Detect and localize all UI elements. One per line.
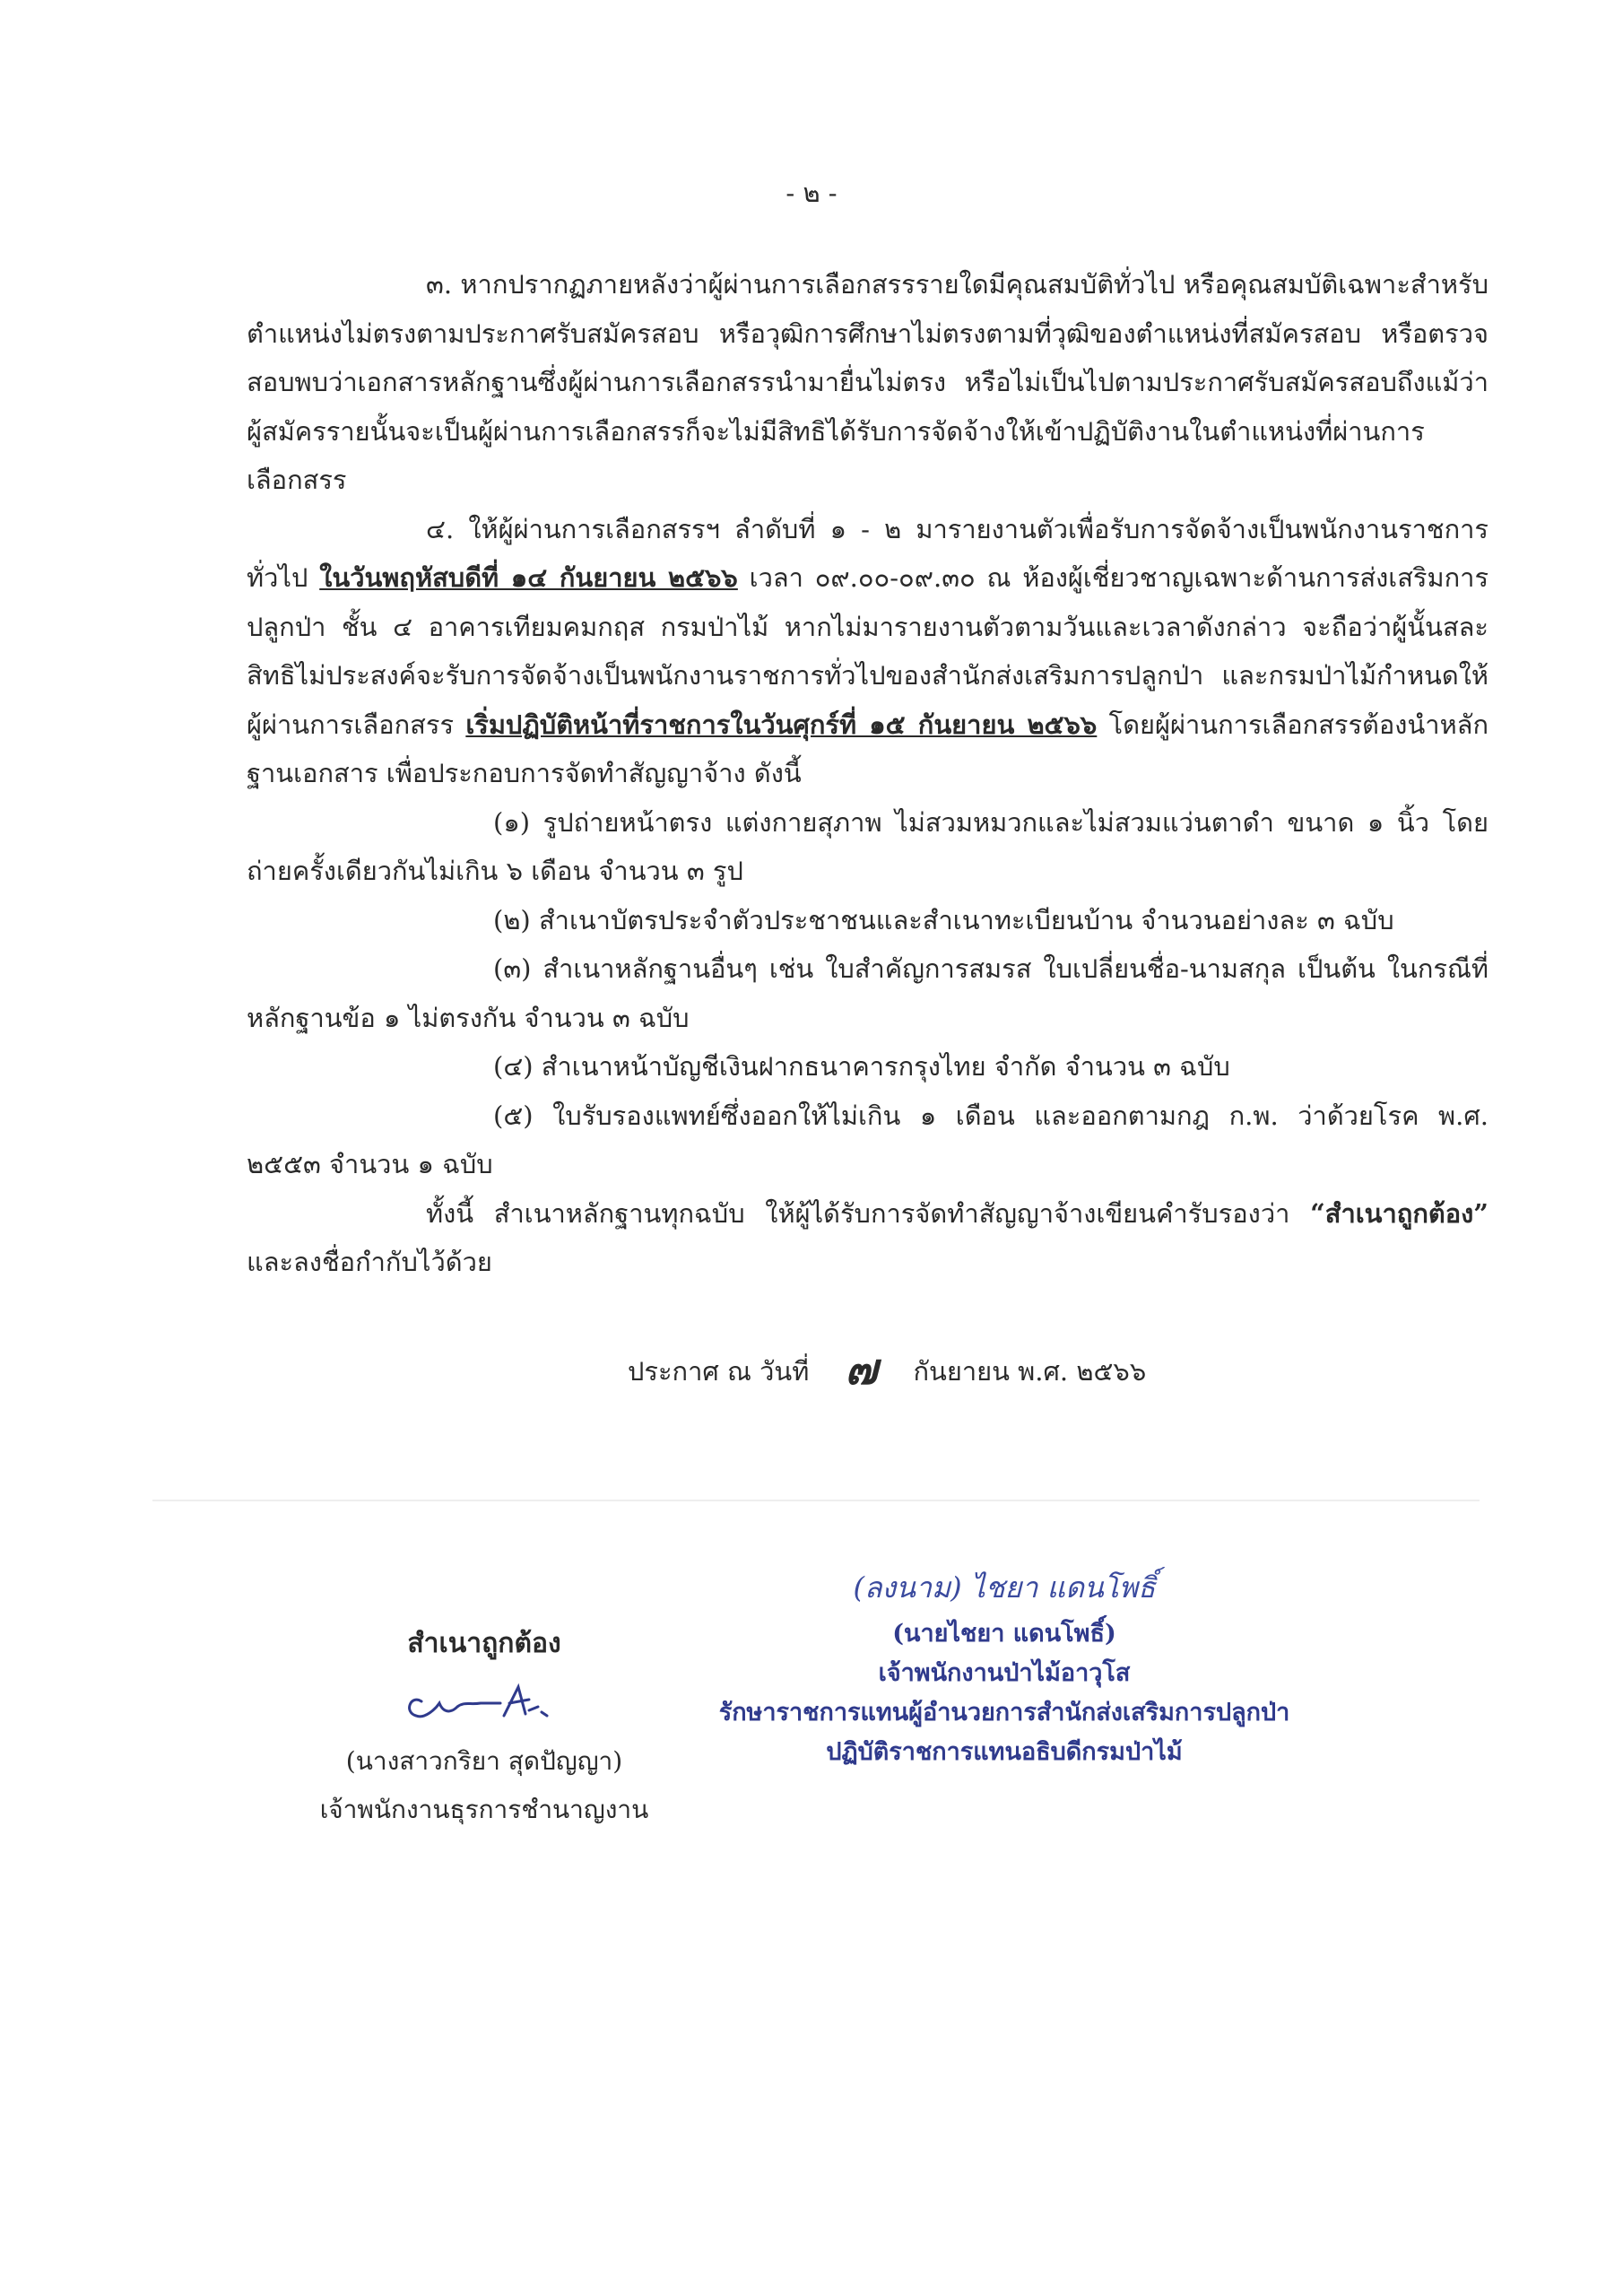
signer-position-2: รักษาราชการแทนผู้อำนวยการสำนักส่งเสริมการปลูกป่า — [718, 1699, 1290, 1726]
paragraph-3: ๓. หากปรากฏภายหลังว่าผู้ผ่านการเลือกสรรรายใดมีคุณสมบัติทั่วไป หรือคุณสมบัติเฉพาะสำหรับตำแหน่งไม่ตรงตามประกาศรับสมัครสอบ หรือวุฒิการศึกษาไม่ตรงตามที่วุฒิของตำแหน่งที่สมัครสอบ หรือตรวจสอบพบว่าเอกสารหลักฐานซึ่งผู้ผ่านการเลือกสรรนำมายื่นไม่ตรง หรือไม่เป็นไปตามประกาศรับสมัครสอบถึงแม้ว่าผู้สมัครรายนั้นจะเป็นผู้ผ่านการเลือกสรรก็จะไม่มีสิทธิได้รับการจัดจ้างให้เข้าปฏิบัติงานในตำแหน่งที่ผ่านการเลือกสรร — [247, 269, 1488, 495]
date-suffix: กันยายน พ.ศ. ๒๕๖๖ — [913, 1356, 1147, 1387]
signer-position-1: เจ้าพนักงานป่าไม้อาวุโส — [878, 1659, 1131, 1687]
handwritten-signature-icon — [395, 1676, 574, 1730]
closing-text: ทั้งนี้ สำเนาหลักฐานทุกฉบับ ให้ผู้ได้รับการจัดทำสัญญาจ้างเขียนคำรับรองว่า — [426, 1197, 1290, 1229]
paragraph-4 — [247, 505, 1488, 798]
paragraph-4-details: เวลา ๐๙.๐๐-๐๙.๓๐ ณ ห้องผู้เชี่ยวชาญเฉพาะด้านการส่งเสริมการปลูกป่า ชั้น ๔ อาคารเทียมคมกฤส กรมป่าไม้ หากไม่มารายงานตัวตามวันและเวลาดังกล่าว จะถือว่าผู้นั้นสละสิทธิไม่ประสงค์จะรับการจัดจ้างเป็นพนักงานราชการทั่วไปของสำนักส่งเสริมการปลูกป่า และกรมป่าไม้กำหนดให้ผู้ผ่านการเลือกสรร — [247, 562, 1489, 740]
date-day-handwritten: ๗ — [845, 1344, 878, 1395]
certifier-position: เจ้าพนักงานธุรการชำนาญงาน — [319, 1795, 649, 1824]
certifier-name: (นางสาวกริยา สุดปัญญา) — [345, 1746, 623, 1776]
paragraph-4-intro: ๔. ให้ผู้ผ่านการเลือกสรรฯ ลำดับที่ ๑ - ๒ มารายงานตัวเพื่อรับการจัดจ้างเป็นพนักงานราชการทั่วไป — [247, 513, 1488, 593]
signer-position-3: ปฏิบัติราชการแทนอธิบดีกรมป่าไม้ — [826, 1738, 1183, 1766]
start-date-emphasis: เริ่มปฏิบัติหน้าที่ราชการในวันศุกร์ที่ ๑๕ กันยายน ๒๕๖๖ — [465, 709, 1098, 740]
scan-artifact-line — [152, 1500, 1480, 1501]
document-item-1: (๑) รูปถ่ายหน้าตรง แต่งกายสุภาพ ไม่สวมหมวกและไม่สวมแว่นตาดำ ขนาด ๑ นิ้ว โดยถ่ายครั้งเดียวกันไม่เกิน ๖ เดือน จำนวน ๓ รูป — [247, 806, 1488, 886]
document-item-4: (๔) สำเนาหน้าบัญชีเงินฝากธนาคารกรุงไทย จำกัด จำนวน ๓ ฉบับ — [493, 1051, 1230, 1082]
document-item-5: (๕) ใบรับรองแพทย์ซึ่งออกให้ไม่เกิน ๑ เดือน และออกตามกฎ ก.พ. ว่าด้วยโรค พ.ศ. ๒๕๕๓ จำนวน ๑ ฉบับ — [247, 1100, 1488, 1179]
certified-copy-label: สำเนาถูกต้อง — [407, 1628, 561, 1659]
document-item-3: (๓) สำเนาหลักฐานอื่นๆ เช่น ใบสำคัญการสมรส ใบเปลี่ยนชื่อ-นามสกุล เป็นต้น ในกรณีที่หลักฐานข้อ ๑ ไม่ตรงกัน จำนวน ๓ ฉบับ — [247, 953, 1488, 1033]
document-body — [247, 260, 1488, 1287]
report-date-emphasis: ในวันพฤหัสบดีที่ ๑๔ กันยายน ๒๕๖๖ — [319, 562, 738, 593]
signer-name: (นายไชยา แดนโพธิ์) — [892, 1620, 1116, 1648]
date-prefix: ประกาศ ณ วันที่ — [628, 1356, 810, 1387]
paragraph-4-end: โดยผู้ผ่านการเลือกสรรต้องนำหลักฐานเอกสาร เพื่อประกอบการจัดทำสัญญาจ้าง ดังนี้ — [247, 709, 1489, 788]
signed-name-line: (ลงนาม) ไชยา แดนโพธิ์ — [853, 1570, 1156, 1605]
closing-paragraph — [247, 1189, 1488, 1287]
page-number: - ๒ - — [785, 178, 838, 208]
announcement-date — [628, 1345, 1146, 1396]
closing-end: และลงชื่อกำกับไว้ด้วย — [247, 1247, 492, 1277]
certification-block — [269, 1619, 699, 1834]
signature-block — [681, 1561, 1327, 1772]
document-item-2: (๒) สำเนาบัตรประจำตัวประชาชนและสำเนาทะเบียนบ้าน จำนวนอย่างละ ๓ ฉบับ — [493, 904, 1394, 935]
certified-copy-phrase: “สำเนาถูกต้อง” — [1310, 1197, 1488, 1229]
